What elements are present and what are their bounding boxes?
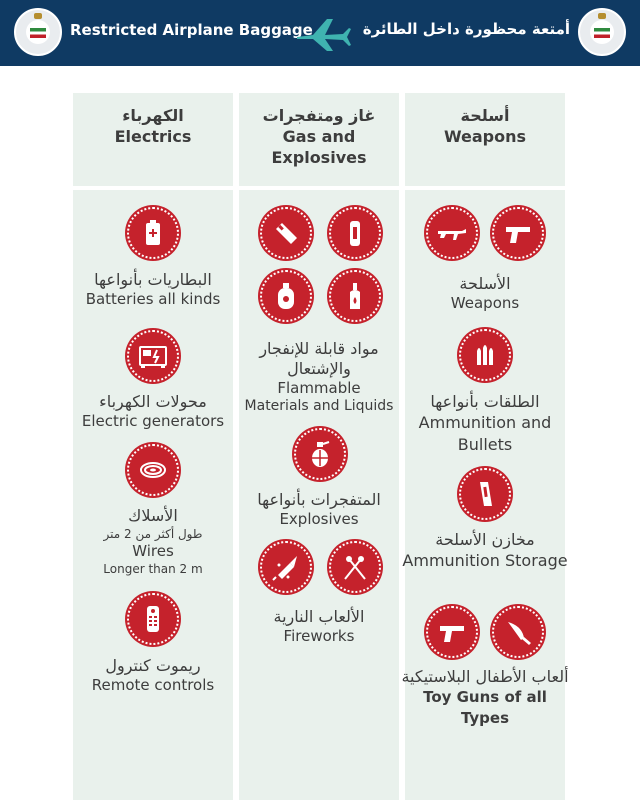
header-divider (73, 186, 565, 190)
column-title-gas: غاز ومتفجرات Gas and Explosives (262, 106, 376, 167)
pistol-icon (492, 207, 544, 259)
wire-coil-icon (127, 444, 179, 496)
title-en: Restricted Airplane Baggage (70, 21, 313, 39)
remote-control-icon (127, 593, 179, 645)
gas-cylinder-icon (260, 270, 312, 322)
header-banner (0, 0, 640, 66)
label-remote: ريموت كنترول Remote controls (91, 656, 215, 694)
lighter-icon (260, 207, 312, 259)
label-generators: محولات الكهرباء Electric generators (81, 392, 225, 430)
label-wires: الأسلاك طول أكثر من 2 متر Wires Longer than 2 m (103, 506, 203, 576)
label-fireworks: الألعاب النارية Fireworks (273, 607, 365, 645)
label-ammunition: الطلقات بأنواعها Ammunition and Bullets (418, 392, 552, 454)
label-storage: مخازن الأسلحة Ammunition Storage (402, 530, 568, 570)
generator-icon (127, 330, 179, 382)
gas-can-icon (329, 207, 381, 259)
magazine-icon (459, 468, 511, 520)
column-title-weapons: أسلحة Weapons (443, 106, 527, 146)
title-ar: أمتعة محظورة داخل الطائرة (362, 20, 570, 38)
label-weapons: الأسلحة Weapons (450, 274, 520, 312)
kuwait-seal-icon (578, 8, 626, 56)
knife-icon (492, 606, 544, 658)
kuwait-seal-icon (14, 8, 62, 56)
rocket-firework-icon (260, 541, 312, 593)
label-flammable: مواد قابلة للإنفجار والإشتعال Flammable Materials and Liquids (244, 339, 394, 414)
bullets-icon (459, 329, 511, 381)
bottle-icon (329, 270, 381, 322)
label-toyguns: ألعاب الأطفال البلاستيكية Toy Guns of all Types (401, 667, 569, 727)
airplane-icon (293, 15, 351, 53)
battery-icon (127, 207, 179, 259)
label-batteries: البطاريات بأنواعها Batteries all kinds (85, 270, 221, 308)
label-explosives: المتفجرات بأنواعها Explosives (257, 490, 381, 528)
rifle-icon (426, 207, 478, 259)
grenade-icon (294, 428, 346, 480)
column-title-electrics: الكهرباء Electrics (114, 106, 192, 146)
toy-pistol-icon (426, 606, 478, 658)
sparkler-icon (329, 541, 381, 593)
